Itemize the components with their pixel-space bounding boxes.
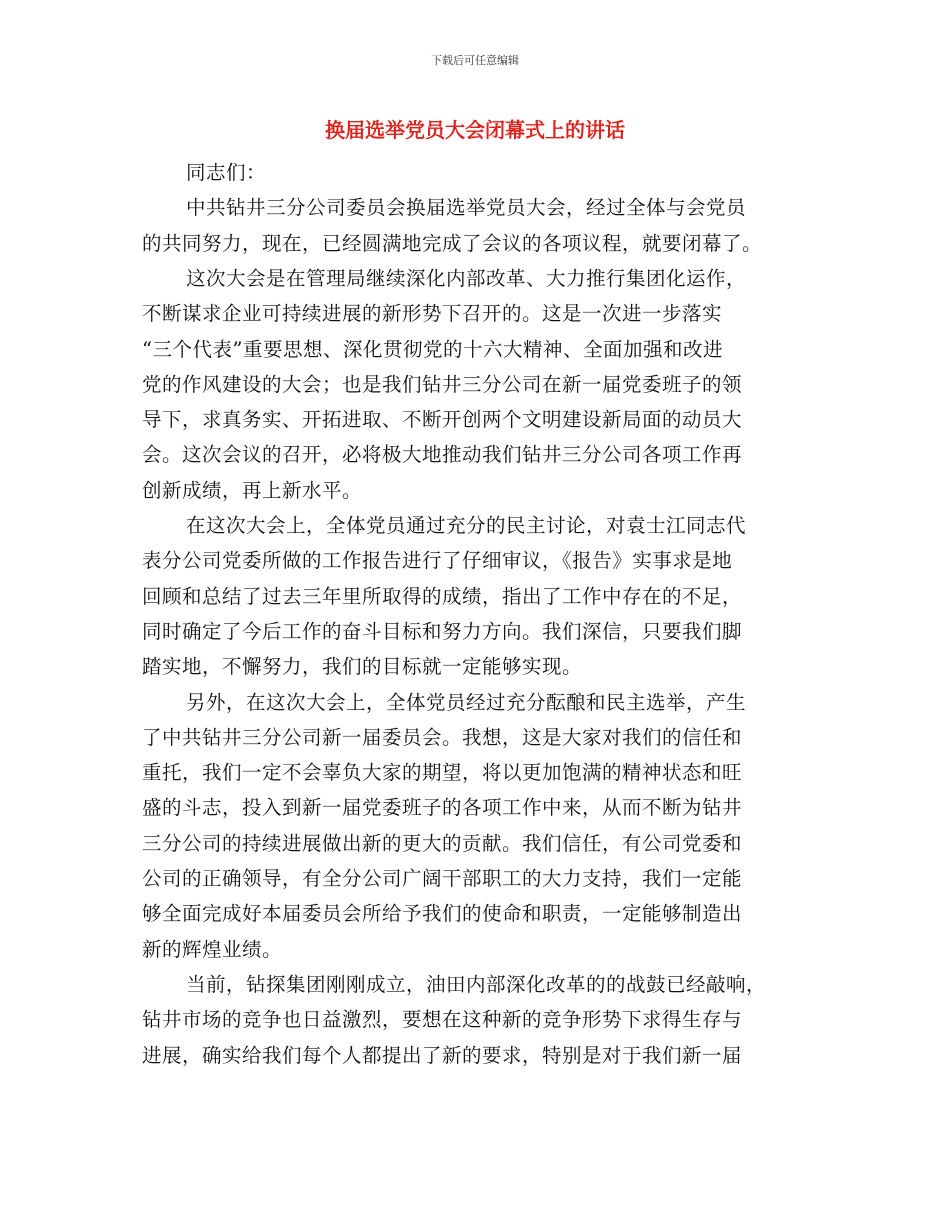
text-line: 公司的正确领导，有全分公司广阔干部职工的大力支持，我们一定能 bbox=[142, 867, 743, 890]
text-line: 盛的斗志，投入到新一届党委班子的各项工作中来，从而不断为钻井 bbox=[142, 796, 743, 820]
text-line: 进展，确实给我们每个人都提出了新的要求，特别是对于我们新一届 bbox=[142, 1043, 743, 1067]
text-line: 中共钻井三分公司委员会换届选举党员大会，经过全体与会党员 bbox=[186, 196, 747, 220]
text-line: 三分公司的持续进展做出新的更大的贡献。我们信任，有公司党委和 bbox=[142, 831, 743, 855]
text-line: 的共同努力，现在，已经圆满地完成了会议的各项议程，就要闭幕了。 bbox=[142, 231, 763, 255]
text-line: “三个代表”重要思想、深化贯彻党的十六大精神、全面加强和改进 bbox=[142, 337, 723, 361]
header-note: 下载后可任意编辑 bbox=[431, 54, 519, 67]
document-title: 换届选举党员大会闭幕式上的讲话 bbox=[325, 118, 625, 142]
text-line: 另外，在这次大会上，全体党员经过充分酝酿和民主选举，产生 bbox=[186, 690, 747, 714]
text-line: 踏实地，不懈努力，我们的目标就一定能够实现。 bbox=[142, 655, 583, 679]
text-line: 在这次大会上，全体党员通过充分的民主讨论，对袁士江同志代 bbox=[186, 514, 747, 537]
text-line: 回顾和总结了过去三年里所取得的成绩，指出了工作中存在的不足， bbox=[142, 584, 743, 608]
text-line: 重托，我们一定不会辜负大家的期望，将以更加饱满的精神状态和旺 bbox=[142, 761, 743, 785]
text-line: 钻井市场的竞争也日益激烈，要想在这种新的竞争形势下求得生存与 bbox=[142, 1008, 743, 1032]
text-line: 同时确定了今后工作的奋斗目标和努力方向。我们深信，只要我们脚 bbox=[142, 619, 743, 643]
text-line: 当前，钻探集团刚刚成立，油田内部深化改革的的战鼓已经敲响， bbox=[186, 972, 767, 996]
text-line: 不断谋求企业可持续进展的新形势下召开的。这是一次进一步落实 bbox=[142, 302, 723, 326]
text-line: 了中共钻井三分公司新一届委员会。我想，这是大家对我们的信任和 bbox=[142, 725, 743, 749]
text-line: 同志们： bbox=[186, 161, 267, 184]
text-line: 新的辉煌业绩。 bbox=[142, 937, 283, 961]
text-line: 创新成绩，再上新水平。 bbox=[142, 478, 363, 502]
text-line: 够全面完成好本届委员会所给予我们的使命和职责，一定能够制造出 bbox=[142, 902, 743, 926]
text-line: 导下，求真务实、开拓进取、不断开创两个文明建设新局面的动员大 bbox=[142, 408, 743, 432]
text-line: 会。这次会议的召开，必将极大地推动我们钻井三分公司各项工作再 bbox=[142, 443, 743, 467]
text-line: 这次大会是在管理局继续深化内部改革、大力推行集团化运作， bbox=[186, 266, 747, 290]
text-line: 表分公司党委所做的工作报告进行了仔细审议，《报告》实事求是地 bbox=[142, 549, 733, 573]
text-line: 党的作风建设的大会；也是我们钻井三分公司在新一届党委班子的领 bbox=[142, 372, 743, 396]
